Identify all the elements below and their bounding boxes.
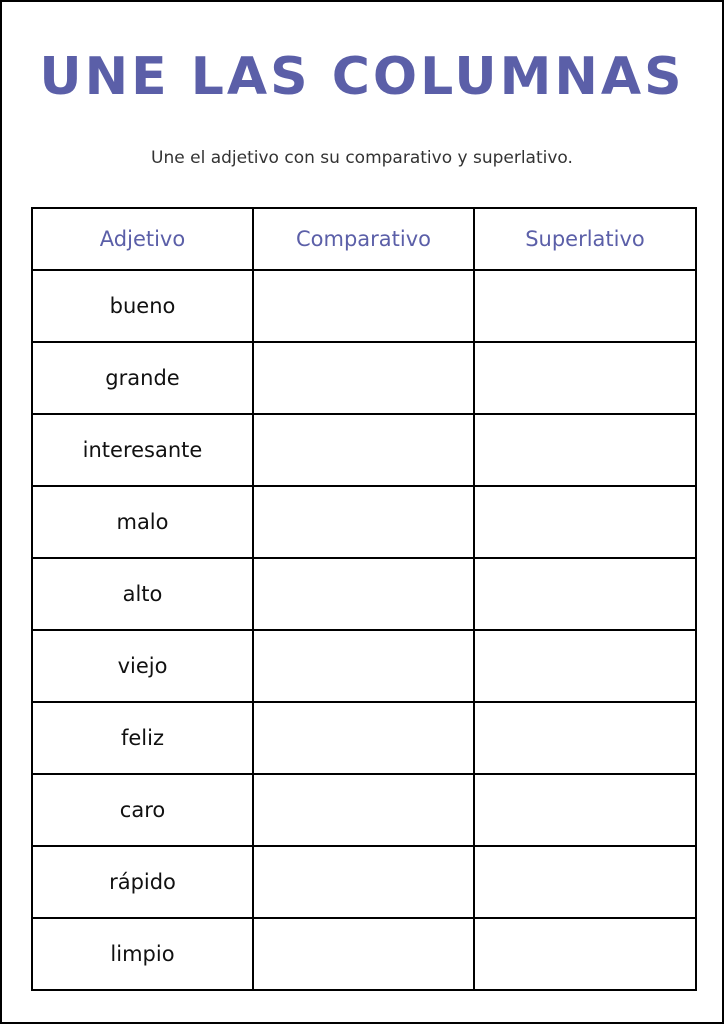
comparative-cell[interactable]	[253, 558, 474, 630]
column-header-comparative: Comparativo	[253, 208, 474, 270]
adjective-cell: bueno	[32, 270, 253, 342]
comparative-cell[interactable]	[253, 702, 474, 774]
table-header-row	[32, 208, 696, 270]
superlative-cell[interactable]	[474, 918, 696, 990]
comparative-cell[interactable]	[253, 342, 474, 414]
column-header-adjective: Adjetivo	[32, 208, 253, 270]
instruction-text: Une el adjetivo con su comparativo y superlativo.	[151, 148, 573, 168]
table-row	[32, 270, 696, 342]
comparative-cell[interactable]	[253, 918, 474, 990]
table-row	[32, 774, 696, 846]
superlative-cell[interactable]	[474, 486, 696, 558]
table-row	[32, 486, 696, 558]
page-title: UNE LAS COLUMNAS	[39, 47, 685, 107]
table-row	[32, 414, 696, 486]
superlative-cell[interactable]	[474, 846, 696, 918]
superlative-cell[interactable]	[474, 414, 696, 486]
comparative-cell[interactable]	[253, 846, 474, 918]
superlative-cell[interactable]	[474, 342, 696, 414]
adjective-cell: caro	[32, 774, 253, 846]
matching-table	[31, 207, 697, 991]
adjective-cell: malo	[32, 486, 253, 558]
comparative-cell[interactable]	[253, 414, 474, 486]
adjective-cell: interesante	[32, 414, 253, 486]
adjective-cell: limpio	[32, 918, 253, 990]
superlative-cell[interactable]	[474, 702, 696, 774]
superlative-cell[interactable]	[474, 270, 696, 342]
comparative-cell[interactable]	[253, 630, 474, 702]
table-row	[32, 342, 696, 414]
adjective-cell: viejo	[32, 630, 253, 702]
superlative-cell[interactable]	[474, 558, 696, 630]
adjective-cell: rápido	[32, 846, 253, 918]
adjective-cell: feliz	[32, 702, 253, 774]
superlative-cell[interactable]	[474, 630, 696, 702]
comparative-cell[interactable]	[253, 486, 474, 558]
table-row	[32, 846, 696, 918]
table-row	[32, 630, 696, 702]
table-row	[32, 702, 696, 774]
table-row	[32, 558, 696, 630]
column-header-superlative: Superlativo	[474, 208, 696, 270]
table-row	[32, 918, 696, 990]
superlative-cell[interactable]	[474, 774, 696, 846]
comparative-cell[interactable]	[253, 774, 474, 846]
comparative-cell[interactable]	[253, 270, 474, 342]
adjective-cell: alto	[32, 558, 253, 630]
adjective-cell: grande	[32, 342, 253, 414]
